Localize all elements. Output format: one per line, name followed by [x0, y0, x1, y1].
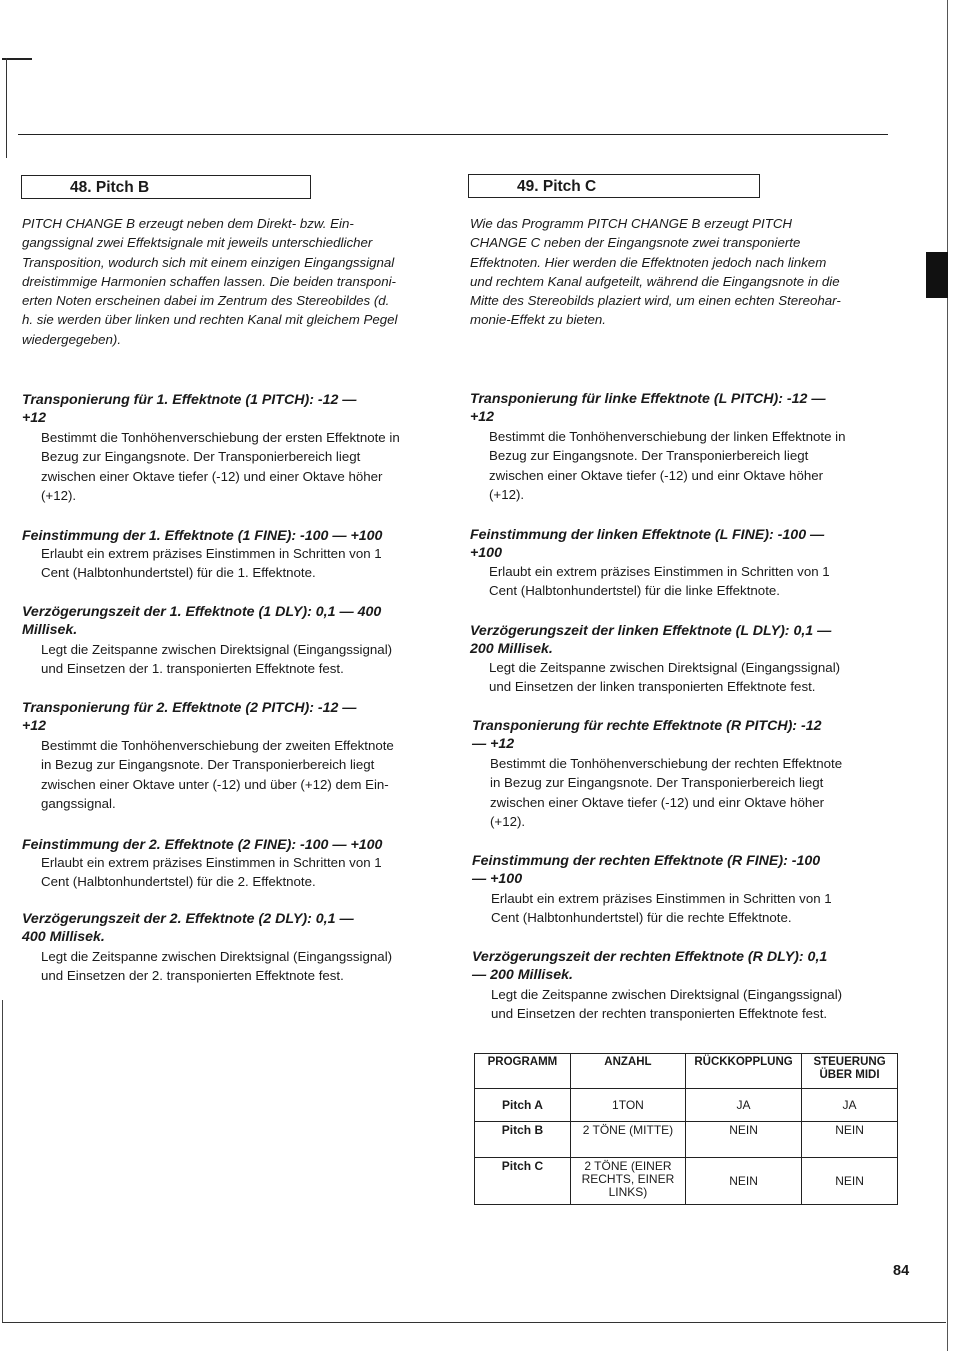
param-description: Bestimmt die Tonhöhenverschiebung der zweiten Effektnote in Bezug zur Eingangsnote. Der Transponierbereich liegt zwischen einer Oktave unter (-12) und über (+12) dem Ein- gangssignal.: [41, 738, 394, 812]
table-cell: Pitch C: [475, 1158, 571, 1205]
param-description: Legt die Zeitspanne zwischen Direktsignal (Eingangssignal) und Einsetzen der 1. transponierten Effektnote fest.: [41, 642, 393, 677]
param-title: Transponierung für 1. Effektnote (1 PITCH): -12 — +12: [22, 392, 357, 426]
table-cell: NEIN: [685, 1158, 801, 1205]
param-description: Legt die Zeitspanne zwischen Direktsignal (Eingangssignal) und Einsetzen der linken transponierten Effektnote fest.: [489, 660, 841, 695]
param-title: Feinstimmung der 2. Effektnote (2 FINE): -100 — +100: [22, 837, 383, 853]
top-rule: [18, 134, 888, 135]
intro-pitch-c: [470, 214, 900, 330]
section-header-pitch-b: [21, 175, 311, 199]
intro-line: und rechtem Kanal aufgeteilt, während die Eingangsnote in die: [470, 273, 840, 289]
table-row: [475, 1089, 898, 1122]
param-title: Feinstimmung der linken Effektnote (L FINE): -100 — +100: [470, 527, 825, 561]
table-cell: NEIN: [802, 1158, 898, 1205]
table-cell: 1TON: [570, 1089, 685, 1122]
param-title: Feinstimmung der 1. Effektnote (1 FINE): -100 — +100: [22, 528, 383, 544]
table-cell: 2 TÖNE (EINER RECHTS, EINER LINKS): [570, 1158, 685, 1205]
param-title: Verzögerungszeit der 2. Effektnote (2 DLY): 0,1 — 400 Millisek.: [22, 911, 354, 945]
page-number: 84: [893, 1263, 910, 1279]
param-description: Legt die Zeitspanne zwischen Direktsignal (Eingangssignal) und Einsetzen der rechten transponierten Effektnote fest.: [491, 987, 843, 1022]
table-header: ANZAHL: [570, 1054, 685, 1089]
table-row: [475, 1158, 898, 1205]
thumb-index-tab: [926, 252, 948, 298]
section-title: 49. Pitch C: [517, 178, 597, 195]
margin-line-left: [6, 58, 7, 158]
table-cell: NEIN: [802, 1122, 898, 1158]
intro-line: dreistimmige Harmonien schaffen lassen. Die beiden transponi-: [22, 273, 396, 289]
table-row: [475, 1122, 898, 1158]
intro-line: PITCH CHANGE B erzeugt neben dem Direkt- bzw. Ein-: [22, 216, 354, 231]
intro-line: gangssignal zwei Effektsignale mit jeweils unterschiedlicher: [22, 235, 373, 251]
section-title: 48. Pitch B: [70, 179, 150, 196]
table-cell: NEIN: [685, 1122, 801, 1158]
intro-line: CHANGE C neben der Eingangsnote zwei transponierte: [470, 235, 801, 251]
param-description: Erlaubt ein extrem präzises Einstimmen in Schritten von 1 Cent (Halbtonhundertstel) für die 1. Effektnote.: [41, 546, 382, 581]
param-description: Bestimmt die Tonhöhenverschiebung der ersten Effektnote in Bezug zur Eingangsnote. Der Transponierbereich liegt zwischen einer Oktave tiefer (-12) und einer Oktave höher (+12).: [41, 430, 400, 504]
intro-line: monie-Effekt zu bieten.: [470, 312, 606, 328]
param-description: Bestimmt die Tonhöhenverschiebung der linken Effektnote in Bezug zur Eingangsnote. Der Transponierbereich liegt zwischen einer Oktave tiefer (-12) und einr Oktave höher (+12).: [489, 429, 846, 503]
intro-line: Effektnoten. Hier werden die Effektnoten jedoch nach linkem: [470, 254, 827, 270]
table-header: STEUERUNG ÜBER MIDI: [802, 1054, 898, 1089]
param-description: Bestimmt die Tonhöhenverschiebung der rechten Effektnote in Bezug zur Eingangsnote. Der Transponierbereich liegt zwischen einer Oktave tiefer (-12) und einr Oktave höher (+12).: [490, 756, 843, 830]
bottom-rule: [2, 1322, 946, 1323]
table-cell: Pitch B: [475, 1122, 571, 1158]
param-description: Erlaubt ein extrem präzises Einstimmen in Schritten von 1 Cent (Halbtonhundertstel) für die 2. Effektnote.: [41, 855, 382, 890]
section-header-pitch-c: [468, 174, 760, 198]
table-header: PROGRAMM: [475, 1054, 571, 1089]
intro-line: wiedergegeben).: [22, 331, 122, 347]
margin-line-right: [947, 0, 948, 1351]
param-description: Erlaubt ein extrem präzises Einstimmen in Schritten von 1 Cent (Halbtonhundertstel) für die rechte Effektnote.: [491, 891, 832, 926]
param-title: Transponierung für linke Effektnote (L PITCH): -12 — +12: [470, 391, 826, 425]
margin-line-left-bottom: [2, 1000, 3, 1322]
table-header: RÜCKKOPPLUNG: [685, 1054, 801, 1089]
table-cell: Pitch A: [475, 1089, 571, 1122]
intro-line: erten Noten erscheinen dabei im Zentrum des Stereobildes (d.: [22, 293, 390, 309]
intro-line: Transposition, wodurch sich mit einem einzigen Eingangssignal: [22, 254, 395, 270]
param-title: Verzögerungszeit der linken Effektnote (L DLY): 0,1 — 200 Millisek.: [470, 623, 832, 657]
intro-pitch-b: [22, 214, 452, 349]
table-cell: 2 TÖNE (MITTE): [570, 1122, 685, 1158]
param-title: Feinstimmung der rechten Effektnote (R FINE): -100 — +100: [472, 853, 821, 887]
param-title: Verzögerungszeit der 1. Effektnote (1 DLY): 0,1 — 400 Millisek.: [22, 604, 382, 638]
param-title: Transponierung für rechte Effektnote (R PITCH): -12 — +12: [472, 718, 822, 752]
param-description: Legt die Zeitspanne zwischen Direktsignal (Eingangssignal) und Einsetzen der 2. transponierten Effektnote fest.: [41, 949, 393, 984]
table-header-row: [475, 1054, 898, 1089]
intro-line: Wie das Programm PITCH CHANGE B erzeugt PITCH: [470, 216, 793, 231]
table-cell: JA: [802, 1089, 898, 1122]
param-description: Erlaubt ein extrem präzises Einstimmen in Schritten von 1 Cent (Halbtonhundertstel) für die linke Effektnote.: [489, 564, 830, 599]
program-comparison-table: [474, 1053, 898, 1205]
table-cell: JA: [685, 1089, 801, 1122]
intro-line: Mitte des Stereobilds plaziert wird, um einen echten Stereohar-: [470, 293, 841, 309]
param-title: Transponierung für 2. Effektnote (2 PITCH): -12 — +12: [22, 700, 357, 734]
param-title: Verzögerungszeit der rechten Effektnote (R DLY): 0,1 — 200 Millisek.: [472, 949, 828, 983]
intro-line: h. sie werden über linken und rechten Kanal mit gleichem Pegel: [22, 312, 398, 328]
